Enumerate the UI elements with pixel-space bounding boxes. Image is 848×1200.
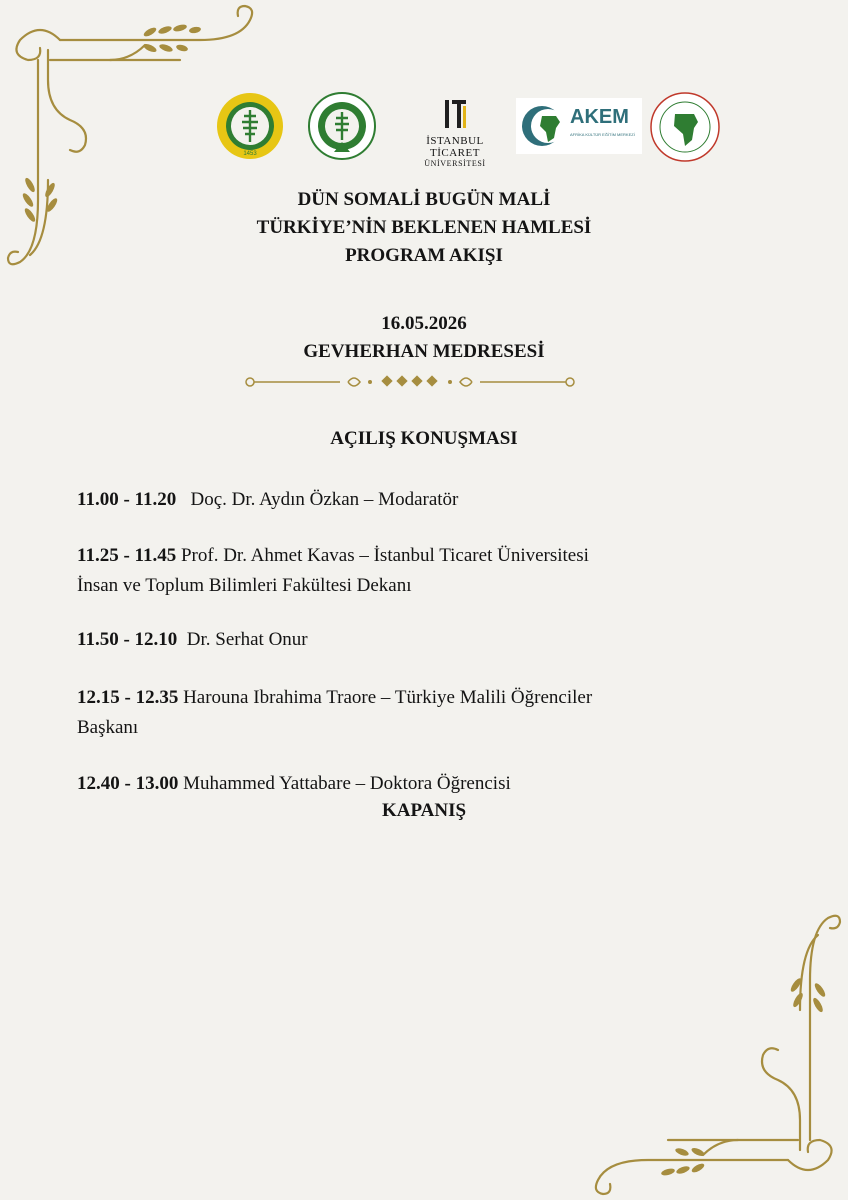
istanbul-ticaret-logo: İSTANBUL TİCARET ÜNİVERSİTESİ — [400, 98, 510, 160]
title-line-1: DÜN SOMALİ BUGÜN MALİ — [297, 189, 551, 210]
program-item-continuation — [77, 570, 733, 601]
program-item-continuation — [77, 712, 733, 743]
closing-label: KAPANIŞ — [381, 800, 467, 821]
program-time: 12.15 - 12.35 — [77, 687, 179, 708]
program-item — [77, 682, 733, 713]
program-item — [77, 540, 733, 571]
program-time: 11.50 - 12.10 — [77, 629, 178, 650]
akem-logo: AKEM AFRİKA KÜLTÜR EĞİTİM MERKEZİ — [516, 98, 642, 154]
opening-title: AÇILIŞ KONUŞMASI — [330, 428, 518, 449]
program-speaker: Prof. Dr. Ahmet Kavas – İstanbul Ticaret Üniversitesi — [180, 545, 589, 566]
program-item — [77, 768, 733, 799]
program-speaker: Harouna Ibrahima Traore – Türkiye Malili Öğrenciler — [183, 687, 593, 708]
svg-text:1453: 1453 — [243, 151, 257, 157]
program-item — [77, 484, 733, 515]
program-speaker-continuation: İnsan ve Toplum Bilimleri Fakültesi Dekanı — [77, 575, 412, 596]
title-line-3: PROGRAM AKIŞI — [345, 245, 503, 266]
event-venue: GEVHERHAN MEDRESESİ — [303, 341, 545, 362]
event-date: 16.05.2026 — [381, 313, 467, 334]
program-time: 11.25 - 11.45 — [77, 545, 177, 566]
program-speaker: Doç. Dr. Aydın Özkan – Modaratör — [190, 489, 459, 510]
program-speaker-continuation: Başkanı — [77, 717, 139, 738]
program-list — [77, 0, 733, 1200]
program-time: 11.00 - 11.20 — [77, 489, 177, 510]
program-speaker: Dr. Serhat Onur — [186, 629, 308, 650]
program-item — [77, 624, 733, 655]
title-line-2: TÜRKİYE’NİN BEKLENEN HAMLESİ — [256, 217, 592, 238]
program-time: 12.40 - 13.00 — [77, 773, 179, 794]
program-speaker: Muhammed Yattabare – Doktora Öğrencisi — [183, 773, 511, 794]
